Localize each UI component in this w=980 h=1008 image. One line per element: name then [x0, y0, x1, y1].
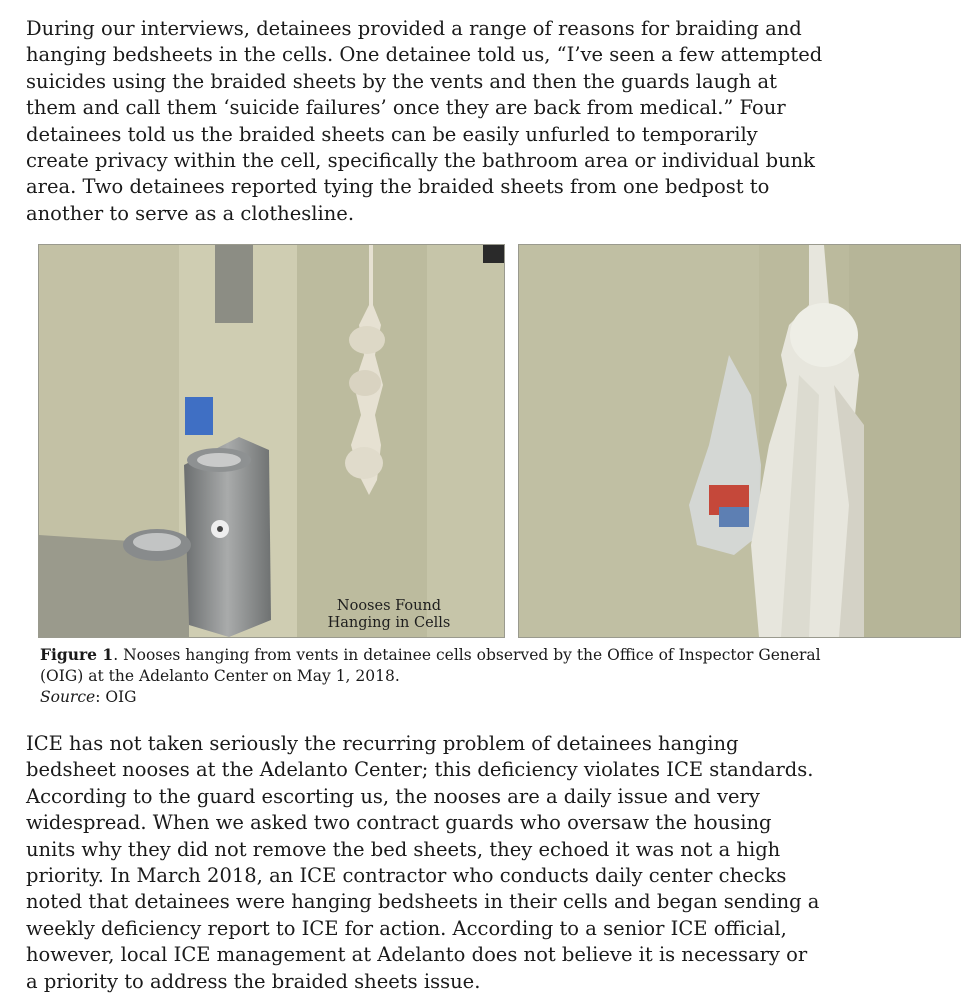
photo-right-drawing	[519, 245, 960, 637]
photo-label: Nooses Found Hanging in Cells	[327, 598, 451, 631]
intro-paragraph: During our interviews, detainees provided a range of reasons for braiding and hanging bedsheets in the cells. One detainee told us, “I’ve seen a few attempted suicides using the braided sheets by the vents and then the guards laugh at them and call them ‘suicide failures’ once they are back from medical.” Four detainees told us the braided sheets can be easily unfurled to temporarily create privacy within the cell, specifically the bathroom area or individual bunk area. Two detainees reported tying the braided sheets from one bedpost to another to serve as a clothesline.	[26, 17, 823, 225]
figure-caption	[40, 644, 950, 708]
figure-source-value: : OIG	[95, 688, 137, 706]
figure-caption-line-2: (OIG) at the Adelanto Center on May 1, 2018.	[40, 667, 400, 685]
figure-label: Figure 1	[40, 645, 114, 664]
figure-caption-line-1: . Nooses hanging from vents in detainee cells observed by the Office of Inspector General	[113, 646, 821, 664]
photo-cell-sink-noose	[38, 244, 505, 638]
photo-cell-bag-noose	[518, 244, 961, 638]
photo-left-drawing	[39, 245, 504, 637]
figure-source-label: Source	[40, 688, 96, 706]
findings-paragraph: ICE has not taken seriously the recurring problem of detainees hanging bedsheet nooses at the Adelanto Center; this deficiency violates ICE standards. According to the guard escorting us, the nooses are a daily issue and very widespread. When we asked two contract guards who oversaw the housing units why they did not remove the bed sheets, they echoed it was not a high priority. In March 2018, an ICE contractor who conducts daily center checks noted that detainees were hanging bedsheets in their cells and began sending a weekly deficiency report to ICE for action. According to a senior ICE official, however, local ICE management at Adelanto does not believe it is necessary or a priority to address the braided sheets issue.	[26, 732, 820, 993]
